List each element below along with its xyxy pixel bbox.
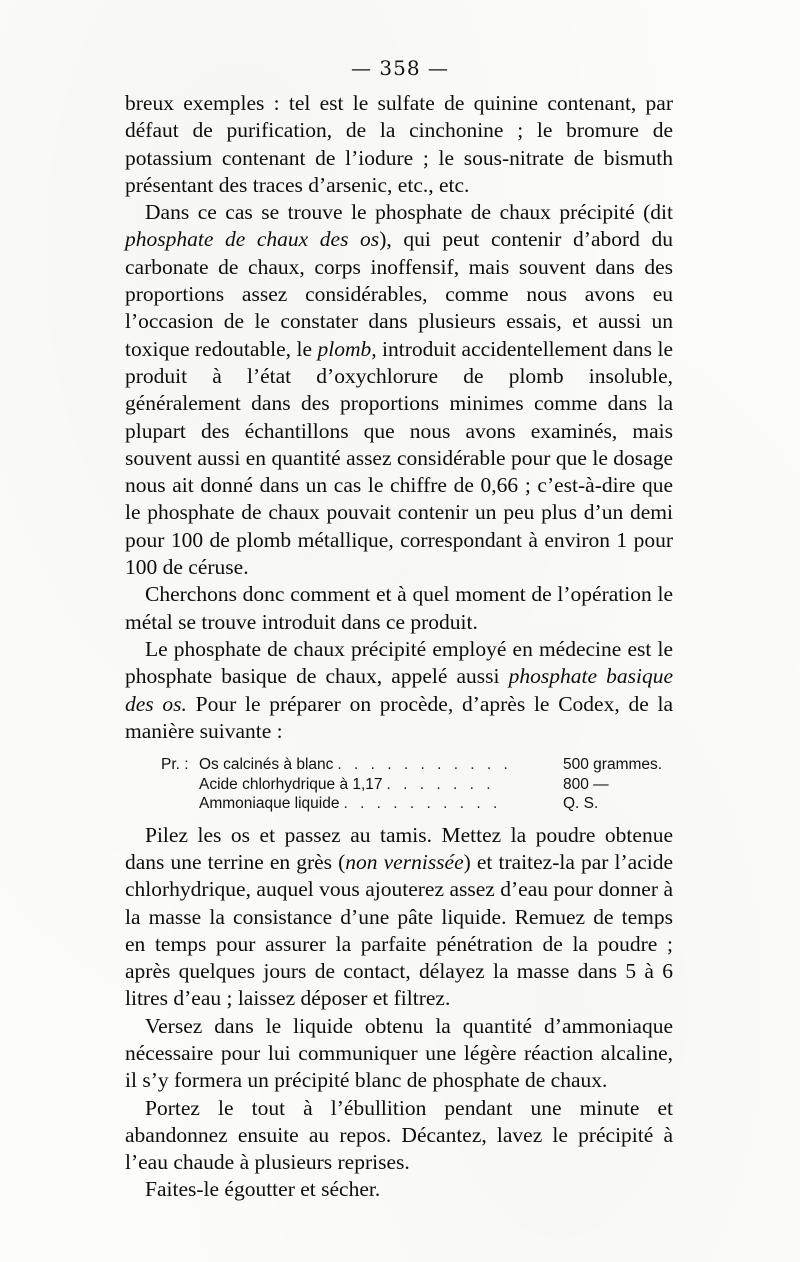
recipe-ingredient: Os calcinés à blanc (199, 756, 334, 774)
paragraph-text: introduit accidentellement dans le produit à l’état d’oxychlorure de plomb insoluble, généralement dans des proportions minimes comme dans la plupart des échantillons que nous avons examinés, mais souvent aussi en quantité assez considérable pour que le dosage nous ait donné dans un cas le chiffre de 0,66 ; c’est-à-dire que le phosphate de chaux pouvait contenir un peu plus d’un demi pour 100 de plomb métallique, correspondant à environ 1 pour 100 de céruse. (125, 336, 673, 580)
recipe-quantity: 800 — (563, 775, 609, 793)
paragraph-p1 (125, 90, 673, 199)
paragraph-p5 (125, 822, 673, 1013)
recipe-leader-dots: . . . . . . . (386, 775, 495, 793)
paragraph-text: Pilez les os et passez au tamis. Mettez la poudre obtenue dans une terrine en grès ( (125, 822, 673, 874)
paragraph-text: Versez dans le liquide obtenu la quantité d’ammoniaque nécessaire pour lui communiquer une légère réaction alcaline, il s’y formera un précipité blanc de phosphate de chaux. (125, 1013, 673, 1093)
recipe-row (161, 775, 673, 795)
paragraph-text: ) et traitez-la par l’acide chlorhydrique, auquel vous ajouterez assez d’eau pour donner à la masse la consistance d’une pâte liquide. Remuez de temps en temps pour assurer la parfaite pénétration de la poudre ; après quelques jours de contact, délayez la masse dans 5 à 6 litres d’eau ; laissez déposer et filtrez. (125, 849, 674, 1011)
recipe-ingredient: Ammoniaque liquide (199, 795, 340, 813)
paragraph-text: ), qui peut contenir d’abord du carbonate de chaux, corps inoffensif, mais souvent dans des proportions assez considérables, comme nous avons eu l’occasion de le constater dans plusieurs essais, et aussi un toxique redoutable, le (125, 227, 674, 361)
recipe-leader-dots: . . . . . . . . . . (343, 795, 502, 813)
paragraphs-after-recipe (125, 822, 673, 1204)
italic-text: phosphate de chaux des os (125, 227, 380, 252)
recipe-quantity: 500 grammes. (563, 756, 663, 774)
italic-text: phosphate basique des os. (125, 664, 673, 716)
italic-text: plomb, (317, 336, 377, 361)
italic-text: non vernissée (345, 849, 464, 874)
paragraph-p6 (125, 1013, 673, 1095)
recipe-ingredient: Acide chlorhydrique à 1,17 (199, 775, 383, 793)
body-text (125, 90, 673, 1204)
paragraph-text: Portez le tout à l’ébullition pendant une minute et abandonnez ensuite au repos. Décantez, lavez le précipité à l’eau chaude à plusieurs reprises. (125, 1095, 673, 1175)
paragraph-p4 (125, 636, 673, 745)
recipe-row (161, 755, 673, 775)
recipe-block (161, 755, 673, 814)
paragraphs-before-recipe (125, 90, 673, 745)
paragraph-text: Dans ce cas se trouve le phosphate de chaux précipité (dit (145, 200, 673, 225)
recipe-row (161, 794, 673, 814)
paragraph-text: Faites-le égoutter et sécher. (145, 1177, 381, 1202)
paragraph-text: Cherchons donc comment et à quel moment de l’opération le métal se trouve introduit dans ce produit. (125, 582, 673, 634)
paragraph-text: Le phosphate de chaux précipité employé en médecine est le phosphate basique de chaux, appelé aussi (125, 636, 673, 689)
recipe-quantity: Q. S. (563, 795, 599, 813)
paragraph-text: Pour le préparer on procède, d’après le Codex, de la manière suivante : (125, 691, 673, 743)
paragraph-p8 (125, 1176, 673, 1203)
paragraph-p2 (125, 199, 673, 581)
page-number: — 358 — (351, 56, 449, 80)
recipe-prefix: Pr. : (161, 756, 189, 774)
paragraph-text: breux exemples : tel est le sulfate de quinine contenant, par défaut de purification, de la cinchonine ; le bromure de potassium contenant de l’iodure ; le sous-nitrate de bismuth présentant des traces d’arsenic, etc., etc. (125, 91, 673, 197)
paragraph-p3 (125, 581, 673, 636)
paragraph-p7 (125, 1095, 673, 1177)
recipe-leader-dots: . . . . . . . . . . . (337, 756, 512, 774)
